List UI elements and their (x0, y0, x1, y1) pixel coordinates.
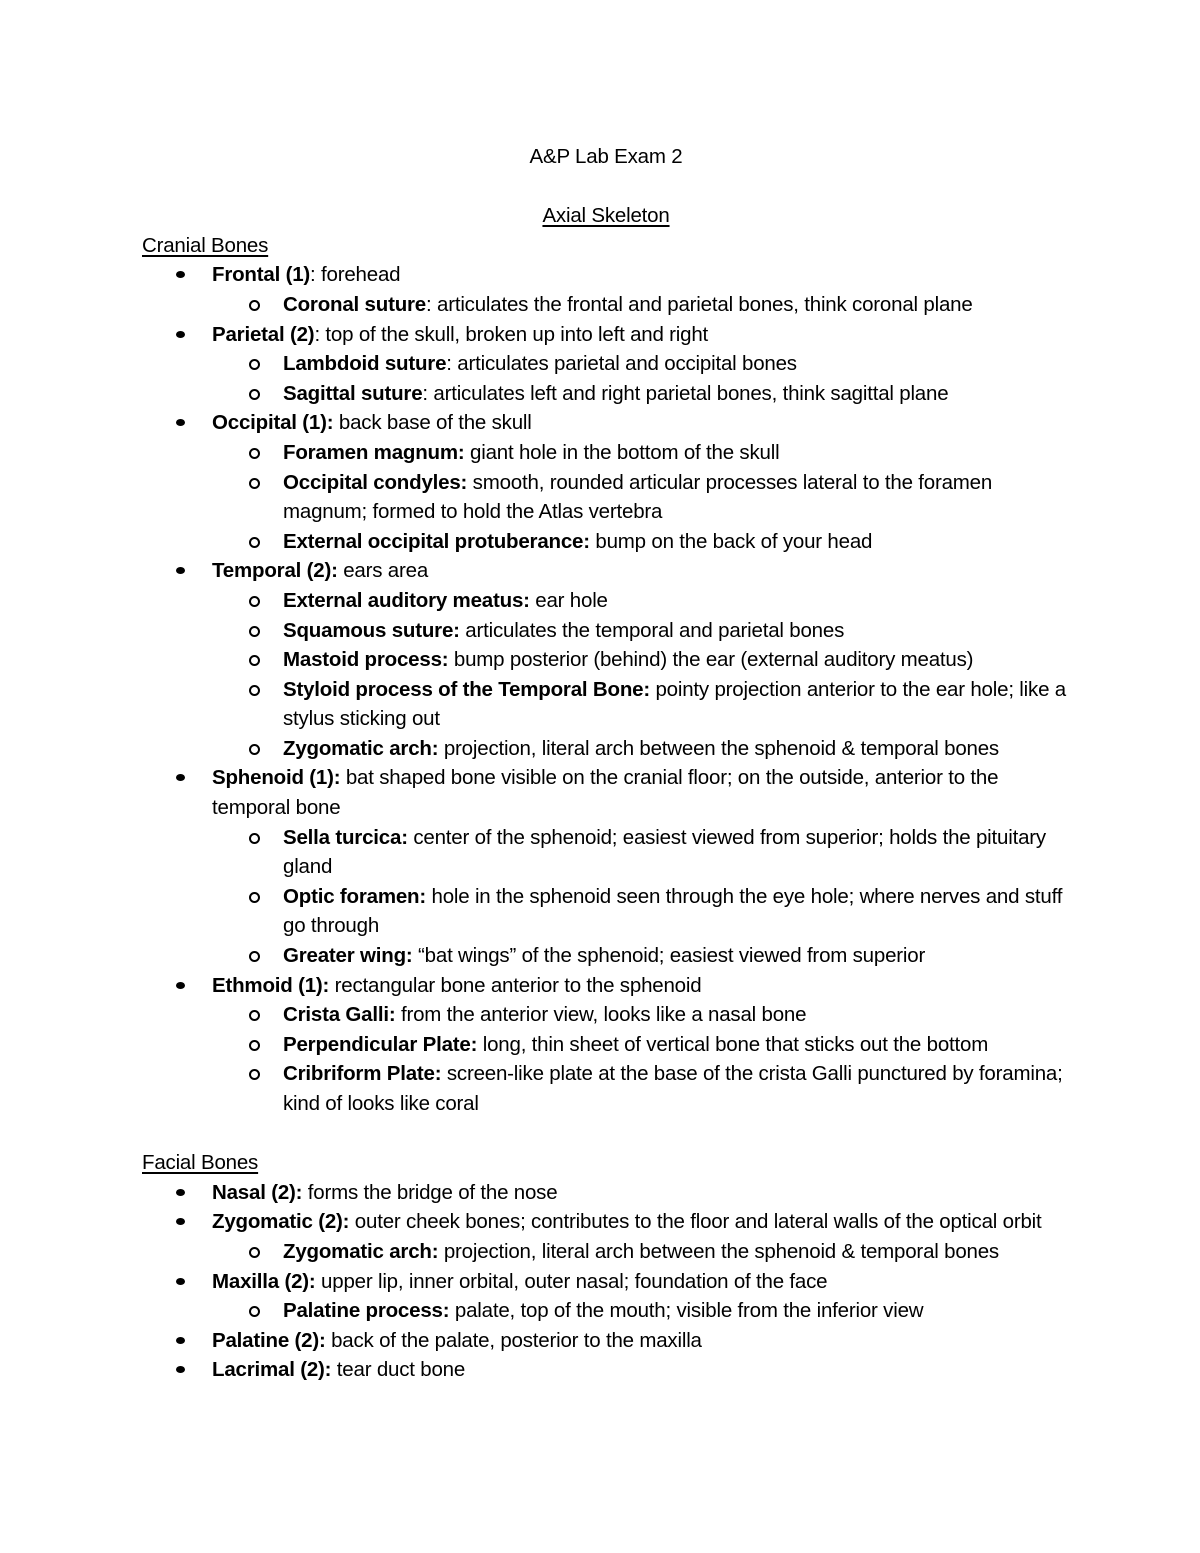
feature-item (142, 586, 1070, 616)
ring-bullet-icon (249, 448, 260, 459)
ring-bullet-icon (249, 744, 260, 755)
bullet-icon (176, 419, 185, 426)
ring-bullet-icon (249, 833, 260, 844)
feature-item (142, 734, 1070, 764)
bullet-icon (176, 567, 185, 574)
feature-item (142, 379, 1070, 409)
ring-bullet-icon (249, 685, 260, 696)
feature-description: articulates the temporal and parietal bones (459, 618, 845, 642)
feature-item (142, 290, 1070, 320)
document-title: A&P Lab Exam 2 (529, 145, 683, 168)
bone-description: : top of the skull, broken up into left and right (314, 322, 709, 346)
bullet-icon (176, 1366, 185, 1373)
feature-description: bump posterior (behind) the ear (external auditory meatus) (448, 648, 974, 672)
bone-description: back of the palate, posterior to the maxilla (325, 1328, 702, 1352)
feature-item (142, 438, 1070, 468)
ring-bullet-icon (249, 1040, 260, 1051)
feature-item (142, 1237, 1070, 1267)
bone-item (142, 1267, 1070, 1297)
feature-item (142, 1000, 1070, 1030)
feature-term: Optic foramen: (283, 884, 426, 908)
section (142, 231, 1070, 1119)
feature-term: Styloid process of the Temporal Bone: (283, 677, 650, 701)
feature-term: Greater wing: (283, 944, 413, 968)
bone-term: Maxilla (2): (212, 1269, 316, 1293)
feature-description: palate, top of the mouth; visible from the inferior view (449, 1299, 924, 1323)
feature-item (142, 349, 1070, 379)
bone-item (142, 260, 1070, 290)
feature-term: Lambdoid suture (283, 352, 447, 376)
section (142, 1148, 1070, 1385)
feature-description: projection, literal arch between the sphenoid & temporal bones (438, 1239, 999, 1263)
feature-term: Zygomatic arch: (283, 736, 439, 760)
feature-description: ear hole (529, 588, 608, 612)
feature-item (142, 1059, 1070, 1118)
bone-description: back base of the skull (333, 411, 532, 435)
section-heading: Cranial Bones (142, 233, 269, 257)
ring-bullet-icon (249, 389, 260, 400)
bone-item (142, 763, 1070, 822)
feature-item (142, 675, 1070, 734)
bone-description: forms the bridge of the nose (302, 1180, 558, 1204)
feature-item (142, 1030, 1070, 1060)
feature-description: from the anterior view, looks like a nasal bone (395, 1003, 807, 1027)
ring-bullet-icon (249, 951, 260, 962)
feature-term: Palatine process: (283, 1299, 450, 1323)
bone-item (142, 1207, 1070, 1237)
bone-term: Occipital (1): (212, 411, 334, 435)
bullet-icon (176, 982, 185, 989)
feature-description: : articulates left and right parietal bones, think sagittal plane (422, 381, 949, 405)
section-heading: Facial Bones (142, 1151, 259, 1175)
feature-term: Squamous suture: (283, 618, 460, 642)
bone-item (142, 1355, 1070, 1385)
feature-description: screen-like plate at the base of the crista Galli punctured by foramina; kind of looks like coral (283, 1062, 1063, 1115)
bone-term: Nasal (2): (212, 1180, 303, 1204)
feature-term: Sagittal suture (283, 381, 423, 405)
feature-term: Foramen magnum: (283, 440, 465, 464)
ring-bullet-icon (249, 300, 260, 311)
bullet-icon (176, 1278, 185, 1285)
bone-term: Parietal (2) (212, 322, 315, 346)
bullet-icon (176, 1189, 185, 1196)
feature-item (142, 941, 1070, 971)
feature-term: Cribriform Plate: (283, 1062, 442, 1086)
ring-bullet-icon (249, 655, 260, 666)
bone-term: Ethmoid (1): (212, 973, 330, 997)
ring-bullet-icon (249, 537, 260, 548)
ring-bullet-icon (249, 1247, 260, 1258)
bullet-icon (176, 1218, 185, 1225)
bone-term: Sphenoid (1): (212, 766, 341, 790)
feature-description: giant hole in the bottom of the skull (464, 440, 780, 464)
feature-description: bump on the back of your head (589, 529, 873, 553)
ring-bullet-icon (249, 596, 260, 607)
ring-bullet-icon (249, 359, 260, 370)
ring-bullet-icon (249, 478, 260, 489)
bullet-icon (176, 331, 185, 338)
bone-term: Frontal (1) (212, 263, 311, 287)
feature-item (142, 645, 1070, 675)
feature-description: : articulates the frontal and parietal bones, think coronal plane (426, 292, 973, 316)
feature-term: Perpendicular Plate: (283, 1032, 478, 1056)
bullet-icon (176, 271, 185, 278)
ring-bullet-icon (249, 1069, 260, 1080)
bone-description: upper lip, inner orbital, outer nasal; foundation of the face (315, 1269, 828, 1293)
feature-item (142, 1296, 1070, 1326)
bone-item (142, 320, 1070, 350)
ring-bullet-icon (249, 892, 260, 903)
feature-description: smooth, rounded articular processes lateral to the foramen magnum; formed to hold the Atlas vertebra (283, 470, 993, 524)
bone-description: rectangular bone anterior to the sphenoid (329, 973, 702, 997)
bone-item (142, 971, 1070, 1001)
feature-term: Mastoid process: (283, 648, 449, 672)
feature-term: External occipital protuberance: (283, 529, 590, 553)
bone-term: Lacrimal (2): (212, 1358, 332, 1382)
feature-description: “bat wings” of the sphenoid; easiest viewed from superior (412, 944, 926, 968)
bone-item (142, 1178, 1070, 1208)
feature-description: long, thin sheet of vertical bone that sticks out the bottom (477, 1032, 989, 1056)
feature-item (142, 823, 1070, 882)
feature-item (142, 527, 1070, 557)
bone-item (142, 1326, 1070, 1356)
bone-description: ears area (337, 559, 429, 583)
feature-item (142, 468, 1070, 527)
feature-description: center of the sphenoid; easiest viewed from superior; holds the pituitary gland (283, 825, 1046, 879)
bone-description: outer cheek bones; contributes to the floor and lateral walls of the optical orbit (349, 1210, 1042, 1234)
document-subtitle: Axial Skeleton (542, 204, 670, 228)
feature-description: : articulates parietal and occipital bones (446, 352, 797, 376)
ring-bullet-icon (249, 626, 260, 637)
bone-list (142, 1178, 1070, 1385)
bone-description: : forehead (310, 263, 401, 287)
bullet-icon (176, 774, 185, 781)
feature-term: Sella turcica: (283, 825, 408, 849)
feature-description: pointy projection anterior to the ear hole; like a stylus sticking out (283, 677, 1066, 731)
feature-item (142, 616, 1070, 646)
ring-bullet-icon (249, 1306, 260, 1317)
feature-item (142, 882, 1070, 941)
bone-description: tear duct bone (331, 1358, 466, 1382)
feature-term: External auditory meatus: (283, 588, 530, 612)
document-body (142, 231, 1070, 1385)
blank-line (142, 1119, 1070, 1149)
bone-term: Temporal (2): (212, 559, 338, 583)
feature-term: Crista Galli: (283, 1003, 396, 1027)
bone-list (142, 260, 1070, 1118)
bone-item (142, 556, 1070, 586)
blank-line (142, 172, 1070, 202)
feature-term: Zygomatic arch: (283, 1239, 439, 1263)
bone-description: bat shaped bone visible on the cranial floor; on the outside, anterior to the temporal bone (212, 766, 999, 820)
feature-term: Coronal suture (283, 292, 426, 316)
bone-item (142, 408, 1070, 438)
bone-term: Zygomatic (2): (212, 1210, 350, 1234)
feature-term: Occipital condyles: (283, 470, 468, 494)
ring-bullet-icon (249, 1010, 260, 1021)
bullet-icon (176, 1337, 185, 1344)
feature-description: projection, literal arch between the sphenoid & temporal bones (438, 736, 999, 760)
bone-term: Palatine (2): (212, 1328, 326, 1352)
feature-description: hole in the sphenoid seen through the eye hole; where nerves and stuff go through (283, 884, 1063, 938)
